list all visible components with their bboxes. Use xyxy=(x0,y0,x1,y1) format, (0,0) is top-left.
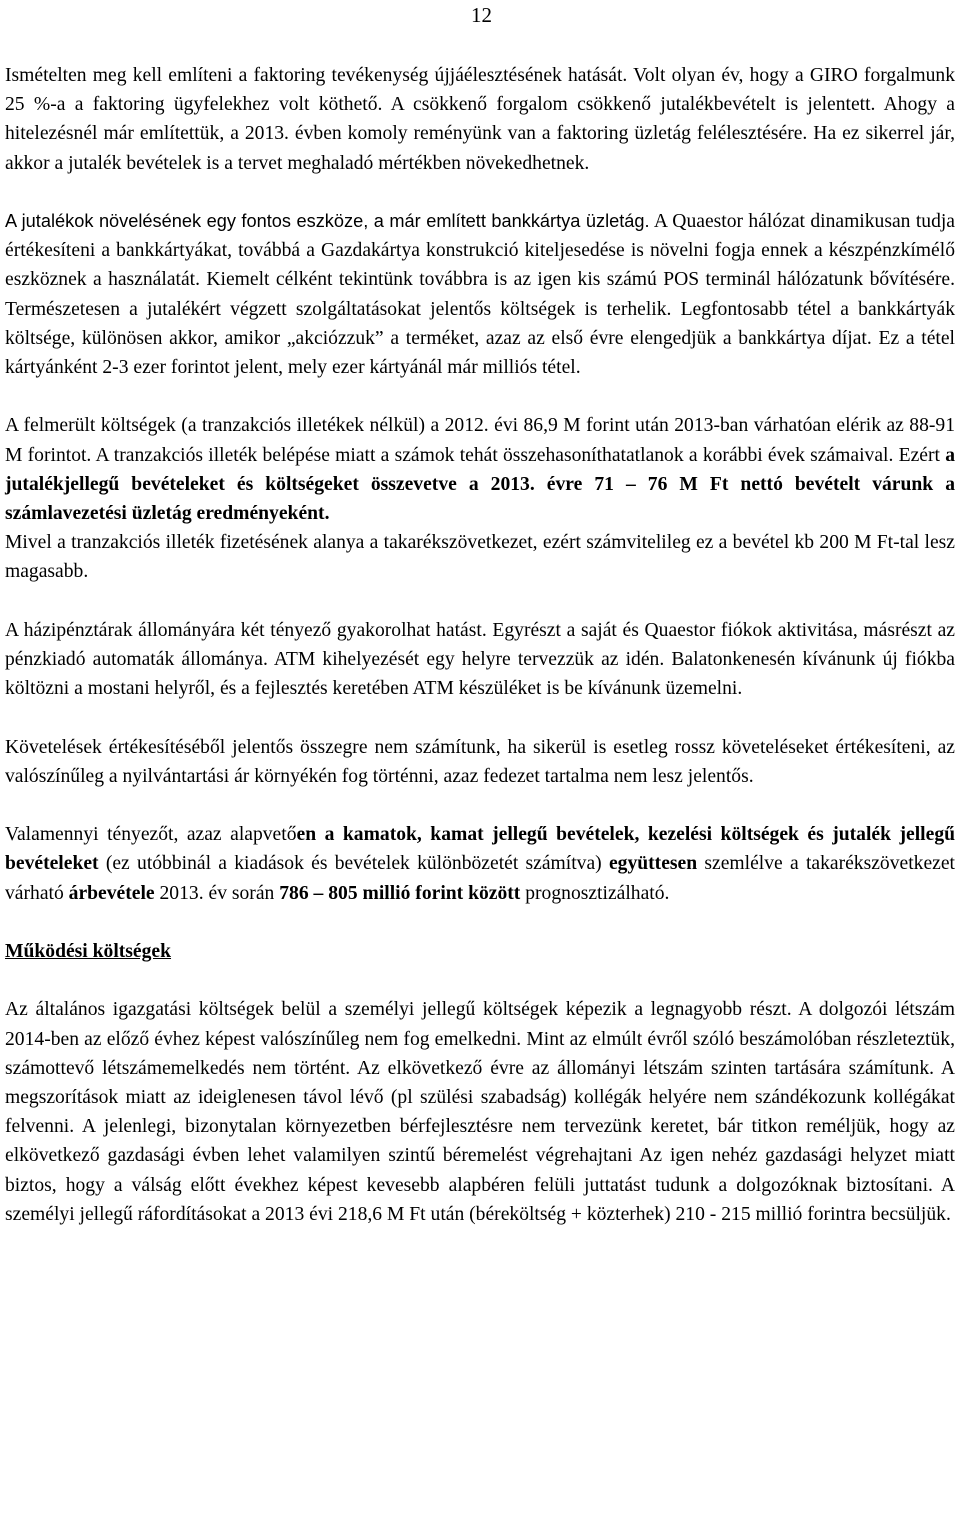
paragraph-costs-text: A felmerült költségek (a tranzakciós illetékek nélkül) a 2012. évi 86,9 M forint után 2013-ban várhatóan elérik az 88-91 M forintot. A tranzakciós illeték belépése miatt a számok tehát összehasoníthatatlanok a korábbi évek számaival. Ezért xyxy=(5,415,955,466)
paragraph-revenue-bold-2: együttesen xyxy=(608,853,698,875)
paragraph-costs xyxy=(5,411,955,528)
paragraph-revenue-bold-4: 786 – 805 millió forint között xyxy=(279,882,521,904)
paragraph-receivables-text: Követelések értékesítéséből jelentős összegre nem számítunk, ha sikerül is esetleg rossz követeléseket értékesíteni, az valószínűleg a nyilvántartási ár környékén fog történni, azaz fedezet tartalma nem lesz jelentős. xyxy=(5,736,955,787)
paragraph-revenue-forecast xyxy=(5,820,955,908)
paragraph-operating-costs xyxy=(5,995,955,1229)
paragraph-revenue-text-1: Valamennyi tényezőt, azaz alapvető xyxy=(5,824,297,846)
paragraph-cash-desks xyxy=(5,616,955,704)
paragraph-bank-card xyxy=(5,207,955,382)
paragraph-receivables xyxy=(5,733,955,791)
paragraph-revenue-text-2: (ez utóbbinál a kiadások és bevételek különbözetét számítva) xyxy=(98,853,609,875)
paragraph-factoring xyxy=(5,61,955,178)
paragraph-transaction-levy xyxy=(5,528,955,586)
paragraph-factoring-text: Ismételten meg kell említeni a faktoring tevékenység újjáélesztésének hatását. Volt olyan év, hogy a GIRO forgalmunk 25 %-a a faktoring ügyfelekhez volt köthető. A csökkenő forgalom csökkenő jutalékbevételt is jelentett. Ahogy a hitelezésnél már említettük, a 2013. évben komoly reményünk van a faktoring üzletág felélesztésére. Ha ez sikerrel jár, akkor a jutalék bevételek is a tervet meghaladó mértékben növekedhetnek. xyxy=(5,65,955,174)
paragraph-revenue-text-4: 2013. év során xyxy=(154,882,280,904)
paragraph-revenue-bold-3: árbevétele xyxy=(68,882,155,904)
paragraph-revenue-bold-1: en a kamatok, kamat jellegű bevételek, kezelési költségek és jutalék jellegű bevételeket xyxy=(5,824,956,875)
document-body xyxy=(5,61,955,1229)
paragraph-transaction-levy-text: Mivel a tranzakciós illeték fizetésének alanya a takarékszövetkezet, ezért számvitelileg ez a bevétel kb 200 M Ft-tal lesz magasabb. xyxy=(5,532,955,583)
section-heading: Működési költségek xyxy=(5,941,172,962)
paragraph-revenue-text-3: szemlélve a takarékszövetkezet várható xyxy=(5,853,955,904)
paragraph-cash-desks-text: A házipénztárak állományára két tényező gyakorolhat hatást. Egyrészt a saját és Quaestor fiókok aktivitása, másrészt az pénzkiadó automaták állománya. ATM kihelyezését egy helyre tervezzük az idén. Balatonkenesén kívánunk új fiókba költözni a mostani helyről, és a fejlesztés keretében ATM készüléket is be kívánunk üzemelni. xyxy=(5,619,955,700)
paragraph-bank-card-lead: A jutalékok növelésének egy fontos eszköze, a már említett bankkártya üzletág. xyxy=(5,211,650,231)
paragraph-costs-bold: a jutalékjellegű bevételeket és költségeket összevetve a 2013. évre 71 – 76 M Ft nettó bevételt várunk a számlavezetési üzletág eredményeként. xyxy=(5,444,955,525)
paragraph-operating-costs-text: Az általános igazgatási költségek belül a személyi jellegű költségek képezik a legnagyobb részt. A dolgozói létszám 2014-ben az előző évhez képest valószínűleg nem fog emelkedni. Mint az elmúlt évről szóló beszámolóban részleteztük, számottevő létszámemelkedés nem történt. Az elkövetkező évre az állományi létszám szinten tartására számítunk. A megszorítások miatt az ideiglenesen távol lévő (pl szülési szabadság) kollégák helyére nem szándékozunk kollégákat felvenni. A jelenlegi, bizonytalan környezetben bérfejlesztésre nem tervezünk keretet, bár titkon reméljük, hogy az elkövetkező gazdasági évben lehet valamilyen szintű béremelést végrehajtani Az igen nehéz gazdasági helyzet miatt biztos, hogy a válság előtt évekhez képest kevesebb alapbéren felüli juttatást tudunk a dolgozóknak biztosítani. A személyi jellegű ráfordításokat a 2013 évi 218,6 M Ft után (béreköltség + közterhek) 210 - 215 millió forintra becsüljük. xyxy=(5,999,955,1225)
paragraph-bank-card-text: A Quaestor hálózat dinamikusan tudja értékesíteni a bankkártyákat, továbbá a Gazdakártya konstrukció kiteljesedése is növelni fogja ennek a készpénzkímélő eszköznek a használatát. Kiemelt célként tekintünk továbbra is az igen kis számú POS terminál hálózatunk bővítésére. Természetesen a jutalékért végzett szolgáltatásokat jelentős költségek is terhelik. Legfontosabb tétel a bankkártyák költsége, különösen akkor, amikor „akciózzuk” a terméket, azaz az első évre elengedjük a bankkártya díjat. Ez a tétel kártyánként 2-3 ezer forintot jelent, mely ezer kártyánál már milliós tétel. xyxy=(5,211,956,379)
paragraph-revenue-text-5: prognosztizálható. xyxy=(520,882,670,904)
page-number: 12 xyxy=(471,3,492,27)
